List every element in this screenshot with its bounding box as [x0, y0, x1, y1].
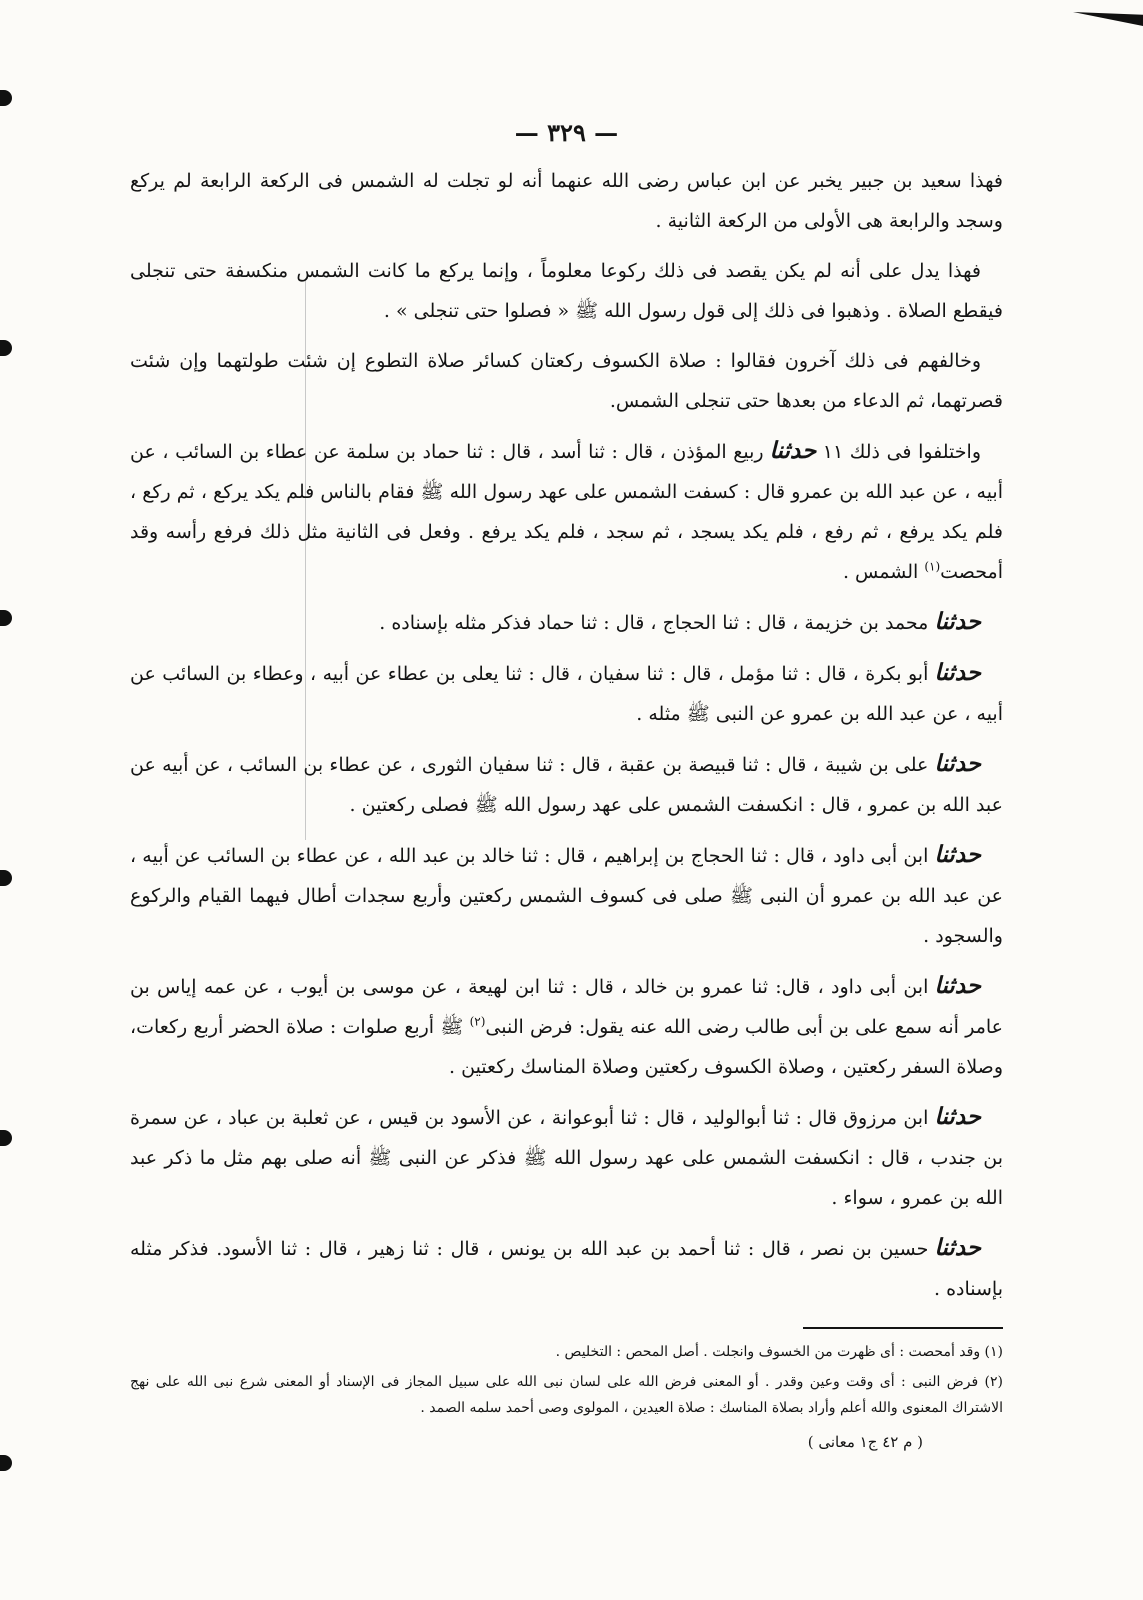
haddathana-marker: حدثنا	[934, 1234, 981, 1261]
paragraph-text: حسين بن نصر ، قال : ثنا أحمد بن عبد الله بن يونس ، قال : ثنا زهير ، قال : ثنا الأسود. فذكر مثله بإسناده .	[130, 1238, 1003, 1300]
binding-hole-mark	[0, 1455, 12, 1471]
paragraph-tail: الشمس .	[842, 561, 919, 583]
body-text	[130, 161, 1003, 1309]
footnotes	[130, 1339, 1003, 1421]
paragraph	[130, 602, 1003, 643]
paragraph-text: وخالفهم فى ذلك آخرون فقالوا : صلاة الكسوف ركعتان كسائر صلاة التطوع إن شئت طولتهما وإن شئت قصرتهما، ثم الدعاء من بعدها حتى تنجلى الشمس.	[130, 350, 1003, 412]
paragraph	[130, 653, 1003, 734]
binding-hole-mark	[0, 340, 12, 356]
footnote: (٢) فرض النبى : أى وقت وعين وقدر . أو المعنى فرض الله على لسان نبى الله على سبيل المجاز فى الإسناد أو المعنى شرع نبى الله على نهج الاشتراك المعنوى والله أعلم وأراد بصلاة المناسك : صلاة العيدين ، المولوى وصى أحمد سلمه الصمد .	[130, 1374, 1003, 1416]
footnote: (١) وقد أمحصت : أى ظهرت من الخسوف وانجلت . أصل المحص : التخليص .	[555, 1344, 1003, 1360]
paragraph	[130, 161, 1003, 241]
binding-hole-mark	[0, 90, 12, 106]
paragraph	[130, 966, 1003, 1087]
paragraph	[130, 835, 1003, 956]
paragraph-text: ابن أبى داود ، قال : ثنا الحجاج بن إبراهيم ، قال : ثنا خالد بن عبد الله ، عن عطاء بن السائب عن أبيه ، عن عبد الله بن عمرو أن النبى ﷺ صلى فى كسوف الشمس ركعتين وأربع سجدات أطال فيهما القيام والركوع والسجود .	[130, 845, 1003, 947]
footnote-ref: (١)	[924, 559, 941, 574]
paragraph-text: ابن أبى داود ، قال: ثنا عمرو بن خالد ، قال : ثنا ابن لهيعة ، عن موسى بن أيوب ، عن عمه إياس بن عامر أنه سمع على بن أبى طالب رضى الله عنه يقول: فرض النبى	[130, 976, 1003, 1038]
paragraph	[130, 744, 1003, 825]
binding-hole-mark	[0, 1130, 12, 1146]
haddathana-marker: حدثنا	[769, 437, 817, 464]
paragraph-text: فهذا يدل على أنه لم يكن يقصد فى ذلك ركوعا معلوماً ، وإنما يركع ما كانت الشمس منكسفة حتى تنجلى فيقطع الصلاة . وذهبوا فى ذلك إلى قول رسول الله ﷺ « فصلوا حتى تنجلى » .	[130, 260, 1003, 322]
paragraph	[130, 341, 1003, 421]
page-number: — ٣٢٩ —	[514, 118, 619, 147]
haddathana-marker: حدثنا	[934, 750, 981, 777]
paragraph-text: فهذا سعيد بن جبير يخبر عن ابن عباس رضى الله عنهما أنه لو تجلت له الشمس فى الركعة الرابعة لم يركع وسجد والرابعة هى الأولى من الركعة الثانية .	[130, 170, 1003, 232]
haddathana-marker: حدثنا	[934, 659, 981, 686]
haddathana-marker: حدثنا	[934, 972, 981, 999]
scan-corner-mark	[1073, 12, 1143, 26]
haddathana-marker: حدثنا	[934, 1103, 981, 1130]
book-page	[130, 118, 1003, 1600]
binding-hole-mark	[0, 610, 12, 626]
paragraph	[130, 1228, 1003, 1309]
paragraph-text: على بن شيبة ، قال : ثنا قبيصة بن عقبة ، قال : ثنا سفيان الثورى ، عن عطاء بن السائب ، عن أبيه عن عبد الله بن عمرو ، قال : انكسفت الشمس على عهد رسول الله ﷺ فصلى ركعتين .	[130, 754, 1003, 816]
binding-hole-mark	[0, 870, 12, 886]
paragraph	[130, 1097, 1003, 1218]
signature-mark: ( م ٤٢ ج١ معانى )	[807, 1433, 923, 1451]
footnote-ref: (٢)	[469, 1014, 486, 1029]
paragraph-tail: ﷺ أربع صلوات : صلاة الحضر أربع ركعات، وصلاة السفر ركعتين ، وصلاة الكسوف ركعتين وصلاة المناسك ركعتين .	[130, 1016, 1003, 1078]
paragraph	[130, 431, 1003, 592]
paragraph	[130, 251, 1003, 331]
paragraph-text: أبو بكرة ، قال : ثنا مؤمل ، قال : ثنا سفيان ، قال : ثنا يعلى بن عطاء عن أبيه ، وعطاء بن السائب عن أبيه ، عن عبد الله بن عمرو عن النبى ﷺ مثله .	[130, 663, 1003, 725]
paragraph-text: محمد بن خزيمة ، قال : ثنا الحجاج ، قال : ثنا حماد فذكر مثله بإسناده .	[379, 612, 929, 634]
paragraph-prefix: واختلفوا فى ذلك ١١	[822, 441, 981, 463]
paragraph-text: ربيع المؤذن ، قال : ثنا أسد ، قال : ثنا حماد بن سلمة عن عطاء بن السائب ، عن أبيه ، عن عبد الله بن عمرو قال : كسفت الشمس على عهد رسول الله ﷺ فقام بالناس فلم يكد يركع ، ثم ركع ، فلم يكد يرفع ، ثم رفع ، فلم يكد يسجد ، ثم سجد ، فلم يكد يرفع . وفعل فى الثانية مثل ذلك فرفع رأسه وقد أمحصت	[130, 441, 1003, 583]
paragraph-text: ابن مرزوق قال : ثنا أبوالوليد ، قال : ثنا أبوعوانة ، عن الأسود بن قيس ، عن ثعلبة بن عباد ، عن سمرة بن جندب ، قال : انكسفت الشمس على عهد رسول الله ﷺ فذكر عن النبى ﷺ أنه صلى بهم مثل ما ذكر عبد الله بن عمرو ، سواء .	[130, 1107, 1003, 1209]
haddathana-marker: حدثنا	[934, 608, 981, 635]
footnote-divider	[803, 1327, 1003, 1329]
haddathana-marker: حدثنا	[934, 841, 981, 868]
